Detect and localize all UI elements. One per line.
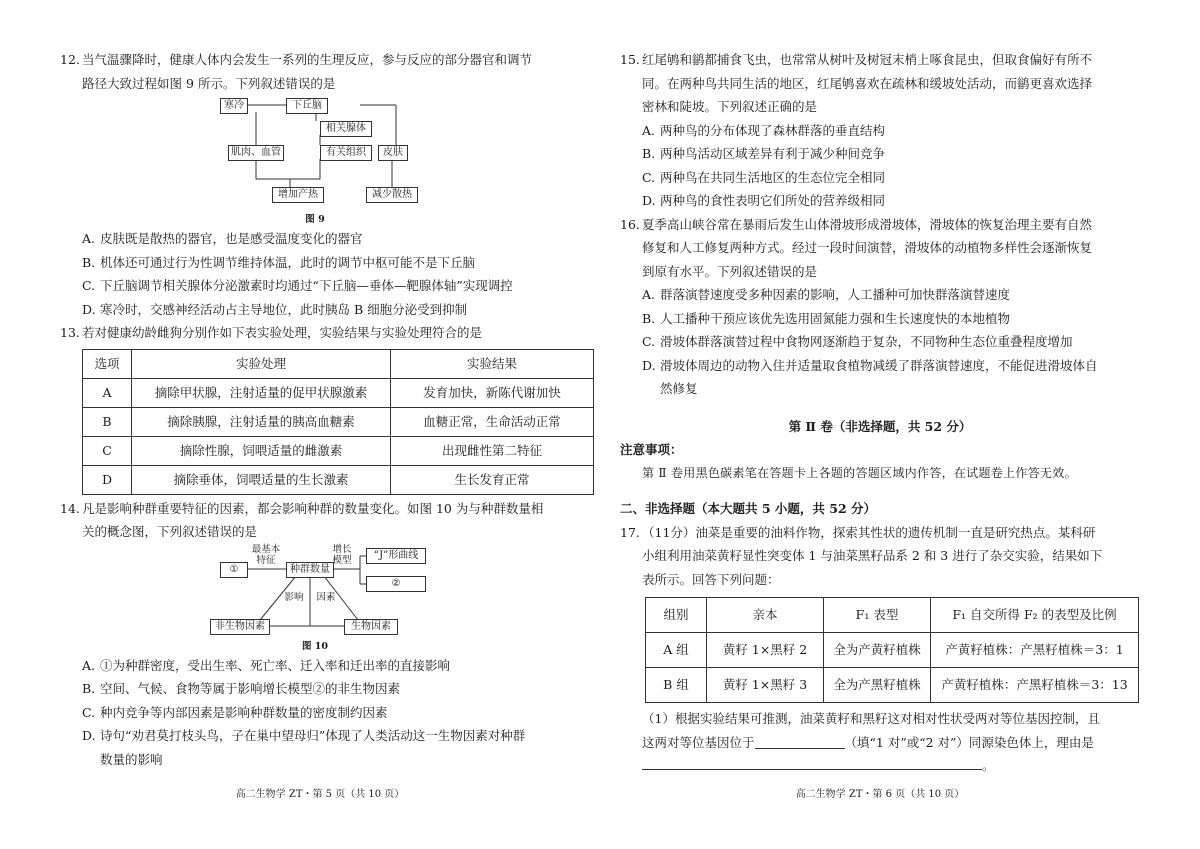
table-cell: 产黄籽植株：产黑籽植株＝3：13 xyxy=(931,668,1139,703)
right-page xyxy=(620,48,1140,778)
q17-sub1-line1: （1）根据实验结果可推测，油菜黄籽和黑籽这对相对性状受两对等位基因控制，且 xyxy=(642,711,1100,726)
question-16-stem-cont: 到原有水平。下列叙述错误的是 xyxy=(642,263,818,279)
question-16-stem-cont: 修复和人工修复两种方式。经过一段时间演替，滑坡体的动植物多样性会逐渐恢复 xyxy=(642,240,1093,255)
table-header: 实验处理 xyxy=(132,349,391,378)
box-biotic-factors: 生物因素 xyxy=(344,619,398,635)
box-circle-2: ② xyxy=(366,576,426,592)
question-13-stem: 13. 若对健康幼龄雌狗分别作如下表实验处理，实验结果与实验处理符合的是 xyxy=(60,321,580,345)
table-cell: A xyxy=(83,378,132,407)
q15-option-c: C. 两种鸟在共同生活地区的生态位完全相同 xyxy=(642,169,886,185)
answer-blank-long[interactable] xyxy=(642,755,982,770)
q14-option-b: B. 空间、气候、食物等属于影响增长模型②的非生物因素 xyxy=(82,681,401,696)
question-number: 13. xyxy=(60,325,80,340)
question-number: 14. xyxy=(60,500,80,516)
q16-option-b: B. 人工播种干预应该优先选用固氮能力强和生长速度快的本地植物 xyxy=(642,310,1011,326)
box-related-gland: 相关腺体 xyxy=(320,121,372,137)
table-cell: B 组 xyxy=(646,668,707,703)
q16-option-d-cont: 然修复 xyxy=(660,381,698,396)
question-number: 15. xyxy=(620,52,640,67)
q16-option-a: A. 群落演替速度受多种因素的影响，人工播种可加快群落演替速度 xyxy=(642,287,1011,302)
q16-option-d: D. 滑坡体周边的动物入住并适量取食植物减缓了群落演替速度，不能促进滑坡体自 xyxy=(642,357,1098,373)
answer-blank[interactable] xyxy=(755,734,845,749)
table-cell: 摘除垂体，饲喂适量的生长激素 xyxy=(132,465,391,494)
question-16-stem: 16. 夏季高山峡谷常在暴雨后发生山体滑坡形成滑坡体，滑坡体的恢复治理主要有自然 xyxy=(620,213,1140,237)
table-row xyxy=(646,668,1139,703)
box-abiotic-factors: 非生物因素 xyxy=(210,619,270,635)
label-factor: 因素 xyxy=(316,591,336,603)
q12-option-b: B. 机体还可通过行为性调节维持体温，此时的调节中枢可能不是下丘脑 xyxy=(82,254,476,270)
table-row xyxy=(83,407,594,436)
table-row xyxy=(83,465,594,494)
q17-sub1-line3: 。 xyxy=(620,754,1140,778)
section-2-title: 第 Ⅱ 卷（非选择题，共 52 分） xyxy=(788,418,972,434)
table-header-row xyxy=(646,598,1139,633)
question-17-stem-cont: 小组利用油菜黄籽显性突变体 1 与油菜黑籽品系 2 和 3 进行了杂交实验，结果如下 xyxy=(642,548,1103,563)
q12-option-c: C. 下丘脑调节相关腺体分泌激素时均通过“下丘脑—垂体—靶腺体轴”实现调控 xyxy=(82,278,513,293)
table-cell: 出现雌性第二特征 xyxy=(391,436,594,465)
table-header: 实验结果 xyxy=(391,349,594,378)
table-cell: C xyxy=(83,436,132,465)
question-number: 12. xyxy=(60,52,80,67)
q13-table xyxy=(82,349,594,495)
question-15-stem-cont: 同。在两种鸟共同生活的地区，红尾鸲喜欢在疏林和缓坡处活动，而鹟更喜欢选择 xyxy=(642,75,1093,91)
table-row xyxy=(646,633,1139,668)
table-cell: 摘除甲状腺，注射适量的促甲状腺激素 xyxy=(132,378,391,407)
table-cell: 全为产黑籽植株 xyxy=(824,668,931,703)
table-row xyxy=(83,436,594,465)
question-17-stem-cont: 表所示。回答下列问题： xyxy=(642,571,780,587)
figure-10 xyxy=(60,544,580,636)
table-cell: B xyxy=(83,407,132,436)
question-12-stem: 12. 当气温骤降时，健康人体内会发生一系列的生理反应，参与反应的部分器官和调节 xyxy=(60,48,580,72)
q14-option-d-cont: 数量的影响 xyxy=(100,751,163,767)
label-growth-model: 增长 模型 xyxy=(332,543,352,566)
q16-option-c: C. 滑坡体群落演替过程中食物网逐渐趋于复杂，不同物种生态位重叠程度增加 xyxy=(642,334,1073,349)
table-cell: 黄籽 1×黑籽 3 xyxy=(707,668,824,703)
box-j-curve: “J”形曲线 xyxy=(366,548,426,564)
box-skin: 皮肤 xyxy=(378,145,408,161)
box-cold: 寒冷 xyxy=(220,98,248,114)
q12-option-d: D. 寒冷时，交感神经活动占主导地位，此时胰岛 B 细胞分泌受到抑制 xyxy=(82,301,468,317)
question-14-stem-cont: 关的概念图，下列叙述错误的是 xyxy=(82,524,258,539)
table-header: 组别 xyxy=(646,598,707,633)
table-cell: D xyxy=(83,465,132,494)
question-17-stem: 17. （11分）油菜是重要的油料作物，探索其性状的遗传机制一直是研究热点。某科研 xyxy=(620,521,1140,545)
table-cell: 黄籽 1×黑籽 2 xyxy=(707,633,824,668)
box-muscle-vessel: 肌肉、血管 xyxy=(228,145,284,161)
q15-option-b: B. 两种鸟活动区域差异有利于减少种间竞争 xyxy=(642,146,886,161)
figure-9-caption: 图 9 xyxy=(305,214,325,225)
q14-option-d: D. 诗句“劝君莫打枝头鸟，子在巢中望母归”体现了人类活动这一生物因素对种群 xyxy=(82,728,526,743)
table-header: 选项 xyxy=(83,349,132,378)
table-row xyxy=(83,378,594,407)
box-related-tissue: 有关组织 xyxy=(320,145,372,161)
table-header: F₁ 表型 xyxy=(824,598,931,633)
figure-9 xyxy=(60,95,580,213)
figure-10-lines xyxy=(60,544,580,636)
q14-option-a: A. ①为种群密度，受出生率、死亡率、迁入率和迁出率的直接影响 xyxy=(82,657,451,673)
table-cell: A 组 xyxy=(646,633,707,668)
table-cell: 摘除性腺，饲喂适量的雌激素 xyxy=(132,436,391,465)
table-cell: 血糖正常，生命活动正常 xyxy=(391,407,594,436)
table-header: F₁ 自交所得 F₂ 的表型及比例 xyxy=(931,598,1139,633)
notice-text: 第 Ⅱ 卷用黑色碳素笔在答题卡上各题的答题区域内作答，在试题卷上作答无效。 xyxy=(642,465,1077,480)
question-number: 17. xyxy=(620,524,640,540)
table-cell: 生长发育正常 xyxy=(391,465,594,494)
box-hypothalamus: 下丘脑 xyxy=(286,98,328,114)
question-15-stem-cont: 密林和陡坡。下列叙述正确的是 xyxy=(642,99,818,114)
left-page xyxy=(60,48,580,771)
question-14-stem: 14. 凡是影响种群重要特征的因素，都会影响种群的数量变化。如图 10 为与种群数量相 xyxy=(60,497,580,521)
table-header: 亲本 xyxy=(707,598,824,633)
figure-10-caption: 图 10 xyxy=(301,640,329,652)
question-number: 16. xyxy=(620,216,640,232)
q15-option-d: D. 两种鸟的食性表明它们所处的营养级相同 xyxy=(642,193,886,208)
label-basic-feature: 最基本 特征 xyxy=(251,543,281,566)
box-circle-1: ① xyxy=(220,562,248,578)
question-15-stem: 15. 红尾鸲和鹟都捕食飞虫，也常常从树叶及树冠末梢上啄食昆虫，但取食偏好有所不 xyxy=(620,48,1140,72)
q17-sub1-line2: 这两对等位基因位于 （填“1 对”或“2 对”）同源染色体上，理由是 xyxy=(642,734,1094,750)
q17-table xyxy=(645,597,1139,703)
box-population-size: 种群数量 xyxy=(286,562,334,578)
part-2-title: 二、非选择题（本大题共 5 小题，共 52 分） xyxy=(620,501,877,516)
table-cell: 摘除胰腺，注射适量的胰高血糖素 xyxy=(132,407,391,436)
table-cell: 产黄籽植株：产黑籽植株＝3：1 xyxy=(931,633,1139,668)
table-header-row xyxy=(83,349,594,378)
q14-option-c: C. 种内竞争等内部因素是影响种群数量的密度制约因素 xyxy=(82,704,388,720)
notice-title: 注意事项： xyxy=(620,442,683,457)
left-footer: 高二生物学 ZT・第 5 页（共 10 页） xyxy=(235,789,405,800)
label-affect: 影响 xyxy=(284,591,304,603)
right-footer: 高二生物学 ZT・第 6 页（共 10 页） xyxy=(795,789,965,800)
question-12-stem-cont: 路径大致过程如图 9 所示。下列叙述错误的是 xyxy=(82,75,336,91)
table-cell: 全为产黄籽植株 xyxy=(824,633,931,668)
table-cell: 发育加快，新陈代谢加快 xyxy=(391,378,594,407)
box-reduce-heat-loss: 减少散热 xyxy=(366,187,418,203)
q15-option-a: A. 两种鸟的分布体现了森林群落的垂直结构 xyxy=(642,122,886,138)
box-increase-heat: 增加产热 xyxy=(272,187,324,203)
q12-option-a: A. 皮肤既是散热的器官，也是感受温度变化的器官 xyxy=(82,231,363,246)
